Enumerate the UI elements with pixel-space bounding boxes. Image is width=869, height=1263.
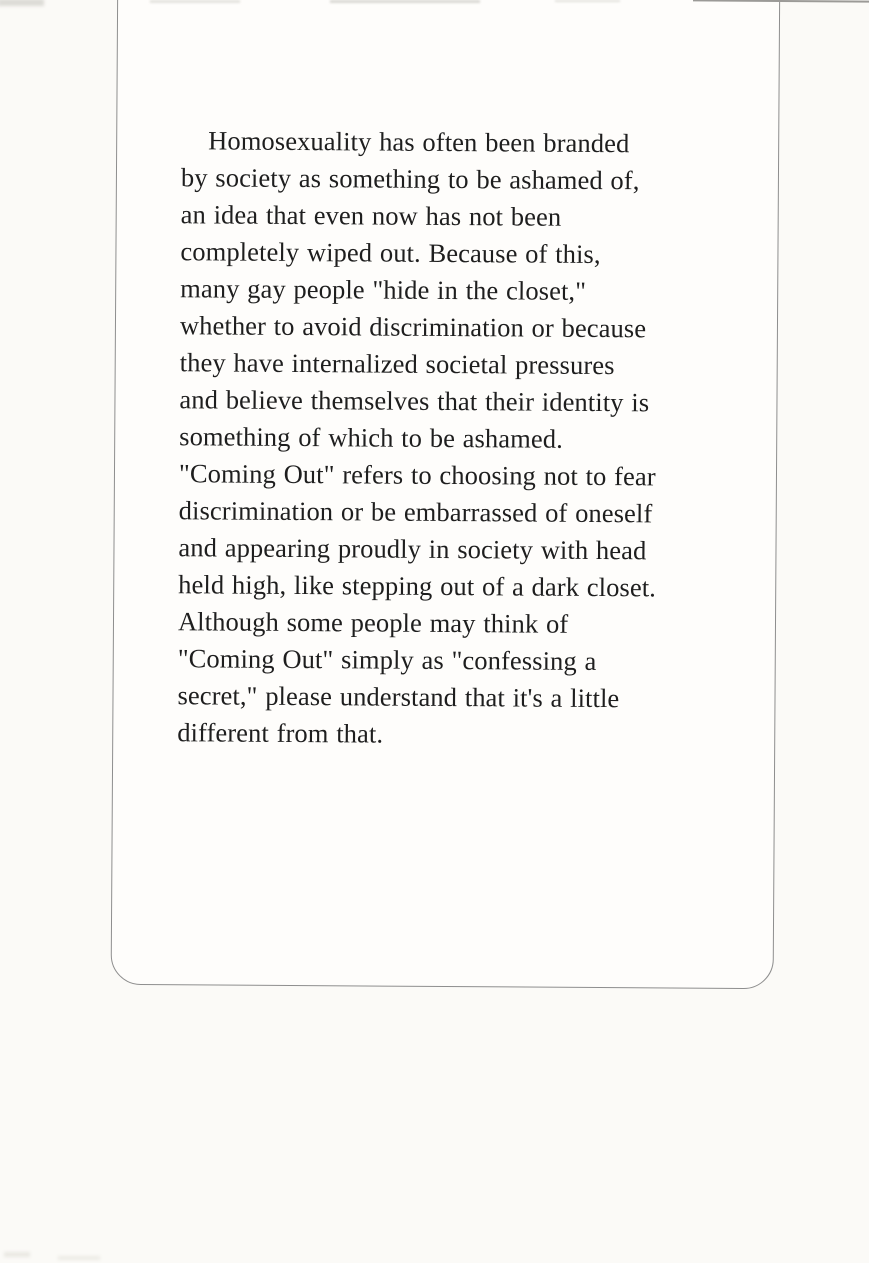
- scan-artifact: [0, 0, 44, 6]
- text-line: completely wiped out. Because of this,: [180, 236, 601, 270]
- scan-artifact: [4, 1252, 30, 1257]
- text-line: many gay people "hide in the closet,": [180, 273, 587, 306]
- text-line: Although some people may think of: [177, 606, 569, 639]
- paragraph: [177, 122, 741, 755]
- text-line: and believe themselves that their identity is: [179, 384, 650, 418]
- text-line: "Coming Out" simply as "confessing a: [177, 643, 597, 677]
- text-line: Homosexuality has often been branded: [208, 125, 630, 159]
- scanned-page: [111, 0, 781, 989]
- text-line: secret," please understand that it's a little: [177, 680, 620, 714]
- text-line: discrimination or be embarrassed of oneself: [178, 495, 653, 529]
- text-line: an idea that even now has not been: [180, 199, 562, 232]
- scan-artifact: [58, 1256, 100, 1260]
- text-line: by society as something to be ashamed of,: [180, 162, 640, 196]
- text-line: whether to avoid discrimination or because: [179, 310, 647, 344]
- text-line: they have internalized societal pressures: [179, 347, 615, 381]
- text-line: different from that.: [177, 717, 384, 749]
- text-line: and appearing proudly in society with head: [178, 532, 647, 566]
- text-line: held high, like stepping out of a dark closet.: [178, 569, 657, 603]
- text-line: "Coming Out" refers to choosing not to fear: [178, 458, 656, 492]
- text-line: something of which to be ashamed.: [179, 421, 563, 454]
